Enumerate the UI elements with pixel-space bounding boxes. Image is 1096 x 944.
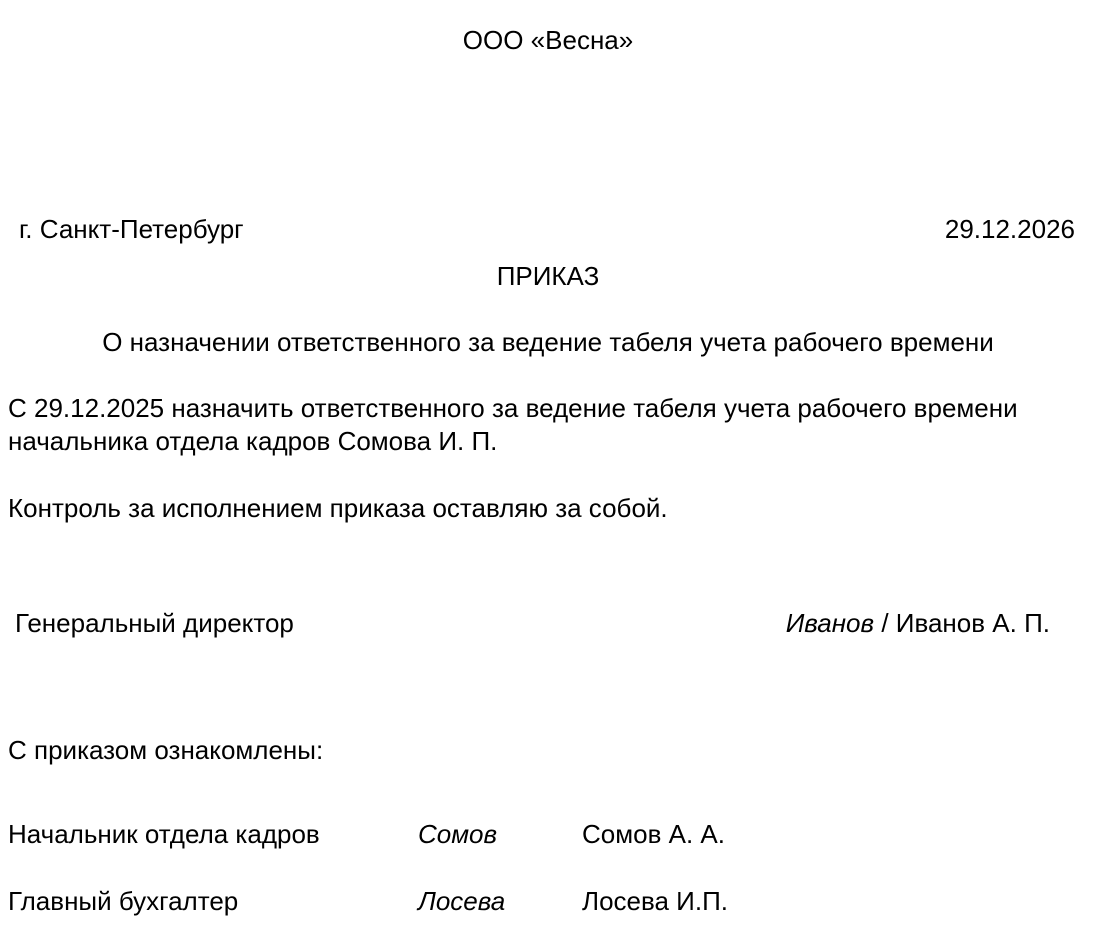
ack-position: Главный бухгалтер — [8, 886, 239, 916]
ack-name: Лосева И.П. — [582, 886, 729, 916]
order-control: Контроль за исполнением приказа оставляю за собой. — [8, 493, 668, 523]
acknowledgement-row — [0, 885, 1096, 918]
ack-position: Начальник отдела кадров — [8, 819, 320, 849]
acknowledgement-row — [0, 818, 1096, 851]
director-signature-block — [786, 607, 1050, 640]
city: г. Санкт-Петербург — [19, 214, 244, 244]
company-name: ООО «Весна» — [462, 25, 634, 55]
document-title: ПРИКАЗ — [496, 261, 600, 291]
director-position: Генеральный директор — [15, 608, 294, 638]
ack-signature: Сомов — [418, 819, 498, 849]
document-date: 29.12.2026 — [944, 214, 1075, 244]
acknowledgement-heading: С приказом ознакомлены: — [8, 735, 324, 765]
ack-signature: Лосева — [418, 886, 506, 916]
document-subject: О назначении ответственного за ведение табеля учета рабочего времени — [102, 327, 994, 357]
ack-name: Сомов А. А. — [582, 819, 725, 849]
director-signature: Иванов — [785, 608, 875, 638]
director-name: Иванов А. П. — [895, 608, 1050, 638]
signature-separator: / — [874, 608, 896, 638]
order-body: С 29.12.2025 назначить ответственного за ведение табеля учета рабочего времени начальника отдела кадров Сомова И. П. — [8, 393, 1018, 456]
